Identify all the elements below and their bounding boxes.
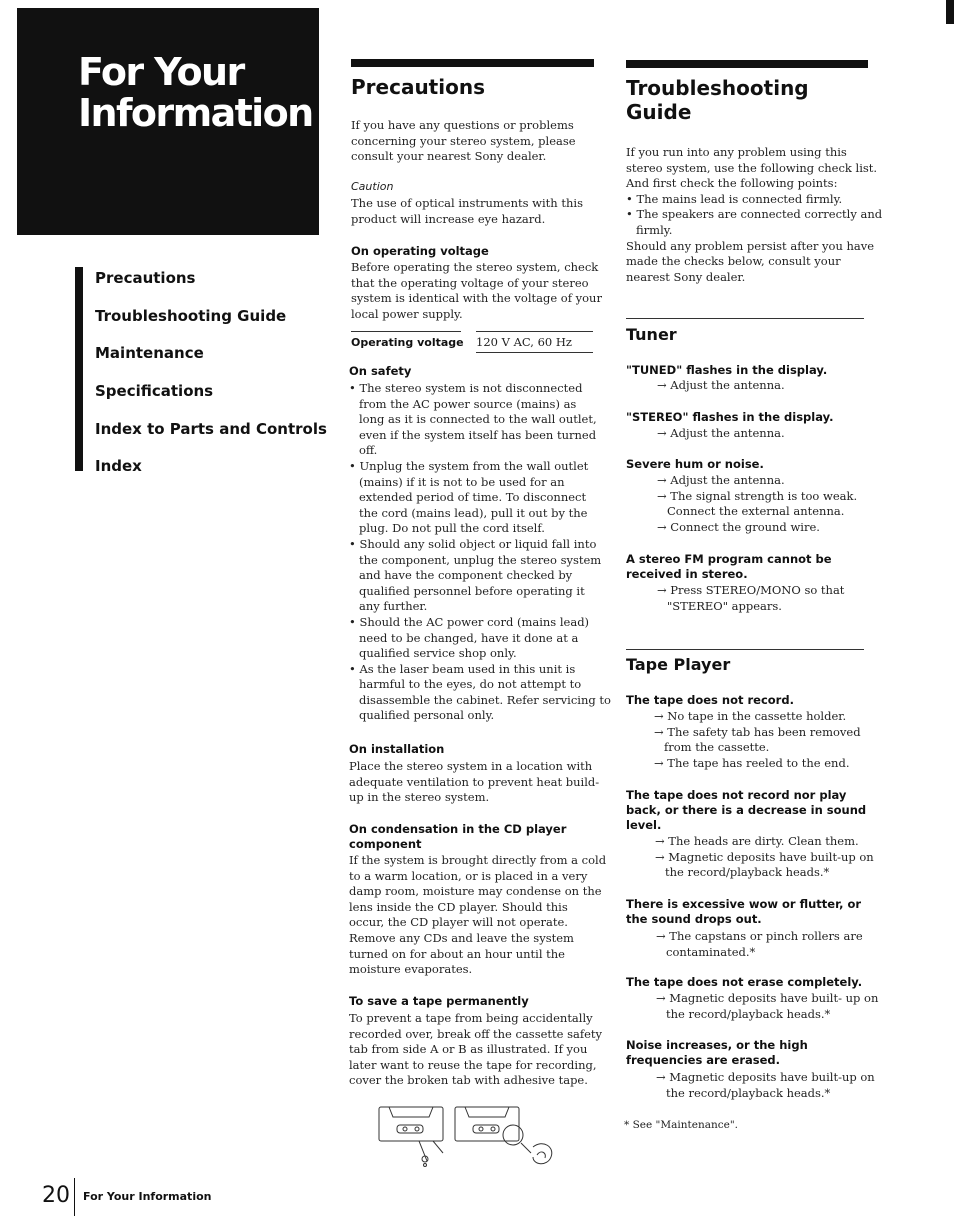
- heading-line: Troubleshooting: [626, 76, 809, 100]
- tuner-problem: "TUNED" flashes in the display.: [626, 363, 828, 377]
- remedy-line: contaminated.*: [666, 944, 756, 959]
- tuner-remedy: [626, 473, 857, 535]
- tape-remedy: [626, 991, 878, 1022]
- text-line: long as it is connected to the wall outlet,: [359, 412, 597, 427]
- remedy-line: Connect the external antenna.: [667, 504, 845, 519]
- safety-item: • Should the AC power cord (mains lead): [349, 614, 590, 629]
- tuner-heading: Tuner: [626, 325, 677, 344]
- problem-line: There is excessive wow or flutter, or: [626, 897, 862, 911]
- problem-line: The tape does not record nor play: [626, 788, 847, 802]
- tuner-problem: "STEREO" flashes in the display.: [626, 410, 834, 424]
- safety-item: • Should any solid object or liquid fall into: [349, 536, 597, 551]
- text-line: to a warm location, or is placed in a very: [349, 868, 588, 883]
- text-line: any further.: [359, 599, 428, 614]
- footnote: * See "Maintenance".: [624, 1119, 738, 1131]
- text-line: and have the component checked by: [359, 568, 573, 583]
- safety-heading: On safety: [349, 364, 412, 378]
- remedy-line: → The signal strength is too weak.: [657, 488, 858, 503]
- cassette-illustration: [375, 1103, 565, 1171]
- installation-heading: On installation: [349, 742, 445, 756]
- tuner-problem: Severe hum or noise.: [626, 457, 764, 471]
- installation-text: [349, 759, 599, 806]
- text-line: qualified personnel before operating it: [359, 583, 585, 598]
- remedy-line: → Adjust the antenna.: [657, 473, 785, 487]
- text-line: lens inside the CD player. Should this: [349, 899, 568, 914]
- tape-problem: The tape does not erase completely.: [626, 975, 863, 989]
- text-line: If you have any questions or problems: [351, 118, 574, 132]
- problem-line: level.: [626, 818, 662, 832]
- safety-item: • Unplug the system from the wall outlet: [349, 458, 589, 473]
- text-line: concerning your stereo system, please: [351, 133, 576, 148]
- remedy-line: → No tape in the cassette holder.: [654, 709, 847, 723]
- toc-item-troubleshooting-guide[interactable]: Troubleshooting Guide: [95, 307, 287, 325]
- remedy-line: the record/playback heads.*: [666, 1006, 831, 1021]
- heading-line: On condensation in the CD player: [349, 822, 567, 836]
- text-line: made the checks below, consult your: [626, 254, 841, 269]
- voltage-table-rule: [476, 352, 593, 353]
- text-line: later want to reuse the tape for recording,: [349, 1057, 597, 1072]
- toc-item-precautions[interactable]: Precautions: [95, 269, 196, 287]
- text-line: If you run into any problem using this: [626, 145, 847, 159]
- voltage-table-value: 120 V AC, 60 Hz: [476, 335, 572, 349]
- cassette-left: [379, 1107, 443, 1141]
- caution-text: [351, 196, 583, 227]
- text-line: Before operating the stereo system, check: [351, 260, 599, 274]
- remedy-line: → Magnetic deposits have built-up on: [655, 849, 874, 864]
- tape-problem: [626, 788, 866, 833]
- toc-item-specifications[interactable]: Specifications: [95, 382, 214, 400]
- text-line: the component, unplug the stereo system: [359, 552, 602, 567]
- text-line: The use of optical instruments with this: [351, 196, 583, 210]
- check-item: • The mains lead is connected firmly.: [626, 191, 843, 206]
- remedy-line: → Magnetic deposits have built-up on: [656, 1070, 875, 1084]
- text-line: If the system is brought directly from a cold: [349, 853, 607, 867]
- precautions-intro: [351, 118, 576, 165]
- save-tape-text: [349, 1011, 602, 1089]
- toc-item-index-to-parts[interactable]: Index to Parts and Controls: [95, 420, 327, 438]
- remedy-line: → The capstans or pinch rollers are: [656, 929, 863, 943]
- caution-label: Caution: [351, 180, 394, 193]
- text-line: up in the stereo system.: [349, 790, 490, 805]
- remedy-line: → The safety tab has been removed: [654, 724, 861, 739]
- text-line: tab from side A or B as illustrated. If you: [349, 1042, 588, 1057]
- condensation-text: [349, 853, 606, 978]
- text-line: plug. Do not pull the cord itself.: [359, 521, 545, 536]
- toc-item-maintenance[interactable]: Maintenance: [95, 344, 204, 362]
- remedy-line: → Magnetic deposits have built- up on: [656, 991, 879, 1005]
- text-line: Should any problem persist after you have: [626, 238, 875, 253]
- text-line: firmly.: [636, 222, 673, 237]
- text-line: extended period of time. To disconnect: [359, 490, 587, 505]
- heading-line: component: [349, 837, 422, 851]
- text-line: And first check the following points:: [626, 176, 838, 191]
- text-line: consult your nearest Sony dealer.: [351, 149, 547, 164]
- tape-player-rule: [626, 649, 864, 650]
- problem-line: back, or there is a decrease in sound: [626, 803, 867, 817]
- tape-remedy: [626, 929, 863, 960]
- remedy-line: "STEREO" appears.: [667, 598, 782, 613]
- precautions-rule: [351, 59, 594, 67]
- troubleshooting-heading: [626, 76, 809, 124]
- cassette-right: [455, 1107, 519, 1141]
- text-line: turned on for about an hour until the: [349, 946, 565, 961]
- voltage-table-rule: [351, 331, 461, 332]
- voltage-text: [351, 260, 602, 322]
- section-title-line: Information: [78, 91, 313, 135]
- text-line: that the operating voltage of your stereo: [351, 275, 589, 290]
- text-line: disassemble the cabinet. Refer servicing to: [359, 692, 611, 707]
- text-line: off.: [359, 443, 378, 458]
- tuner-rule: [626, 318, 864, 319]
- text-line: need to be changed, have it done at a: [359, 630, 579, 645]
- section-title-line: For Your: [78, 50, 244, 94]
- remedy-line: → Adjust the antenna.: [657, 426, 785, 440]
- remedy-line: → Press STEREO/MONO so that: [657, 583, 845, 597]
- text-line: even if the system itself has been turned: [359, 427, 597, 442]
- text-line: nearest Sony dealer.: [626, 269, 746, 284]
- text-line: the cord (mains lead), pull it out by the: [359, 505, 588, 520]
- tape-player-heading: Tape Player: [626, 655, 731, 674]
- text-line: moisture evaporates.: [349, 962, 473, 977]
- page-number: 20: [42, 1183, 70, 1208]
- text-line: adequate ventilation to prevent heat build-: [349, 774, 600, 789]
- text-line: occur, the CD player will not operate.: [349, 915, 568, 930]
- page-edge-mark: [946, 0, 954, 24]
- toc-item-index[interactable]: Index: [95, 457, 142, 475]
- remedy-line: the record/playback heads.*: [665, 865, 830, 880]
- heading-line: Guide: [626, 100, 692, 124]
- tape-problem: The tape does not record.: [626, 693, 794, 707]
- footer-label: For Your Information: [83, 1190, 212, 1203]
- problem-line: the sound drops out.: [626, 912, 762, 926]
- toc-bar: [75, 267, 83, 471]
- text-line: local power supply.: [351, 306, 463, 321]
- safety-item: • As the laser beam used in this unit is: [349, 661, 576, 676]
- remedy-line: → The heads are dirty. Clean them.: [655, 834, 859, 848]
- problem-line: received in stereo.: [626, 567, 748, 581]
- text-line: Place the stereo system in a location with: [349, 759, 593, 773]
- text-line: from the AC power source (mains) as: [359, 396, 577, 411]
- text-line: product will increase eye hazard.: [351, 211, 546, 226]
- page-number-separator: [74, 1178, 75, 1216]
- check-item: • The speakers are connected correctly and: [626, 207, 883, 222]
- section-title: [78, 52, 313, 134]
- remedy-line: → Adjust the antenna.: [657, 378, 785, 392]
- text-line: (mains) if it is not to be used for an: [359, 474, 565, 489]
- tuner-remedy: [626, 378, 785, 394]
- troubleshooting-rule: [626, 60, 868, 68]
- tape-problem: [626, 1038, 808, 1068]
- text-line: damp room, moisture may condense on the: [349, 884, 602, 899]
- problem-line: A stereo FM program cannot be: [626, 552, 832, 566]
- problem-line: Noise increases, or the high: [626, 1038, 808, 1052]
- precautions-heading: Precautions: [351, 75, 485, 99]
- remedy-line: → The tape has reeled to the end.: [654, 755, 850, 770]
- remedy-line: the record/playback heads.*: [666, 1085, 831, 1100]
- safety-list: [349, 381, 611, 724]
- text-line: qualified service shop only.: [359, 646, 517, 661]
- save-tape-heading: To save a tape permanently: [349, 994, 529, 1008]
- text-line: Remove any CDs and leave the system: [349, 930, 574, 945]
- voltage-heading: On operating voltage: [351, 244, 489, 258]
- tape-remedy: [626, 709, 861, 771]
- text-line: stereo system, use the following check list.: [626, 160, 878, 175]
- text-line: harmful to the eyes, do not attempt to: [359, 677, 582, 692]
- tuner-problem: [626, 552, 832, 582]
- tape-remedy: [626, 834, 874, 881]
- remedy-line: → Connect the ground wire.: [657, 519, 820, 534]
- troubleshooting-intro: [626, 145, 882, 285]
- tape-remedy: [626, 1070, 875, 1101]
- voltage-table-label: Operating voltage: [351, 336, 464, 349]
- voltage-table-rule: [476, 331, 593, 332]
- tuner-remedy: [626, 583, 844, 614]
- text-line: To prevent a tape from being accidentally: [349, 1011, 593, 1025]
- safety-item: • The stereo system is not disconnected: [349, 381, 583, 395]
- tuner-remedy: [626, 426, 785, 442]
- text-line: qualified personal only.: [359, 708, 495, 723]
- text-line: cover the broken tab with adhesive tape.: [349, 1073, 588, 1088]
- condensation-heading: [349, 822, 566, 852]
- text-line: recorded over, break off the cassette safety: [349, 1026, 603, 1041]
- text-line: system is identical with the voltage of your: [351, 291, 602, 306]
- tape-problem: [626, 897, 861, 927]
- remedy-line: from the cassette.: [664, 740, 770, 755]
- problem-line: frequencies are erased.: [626, 1053, 780, 1067]
